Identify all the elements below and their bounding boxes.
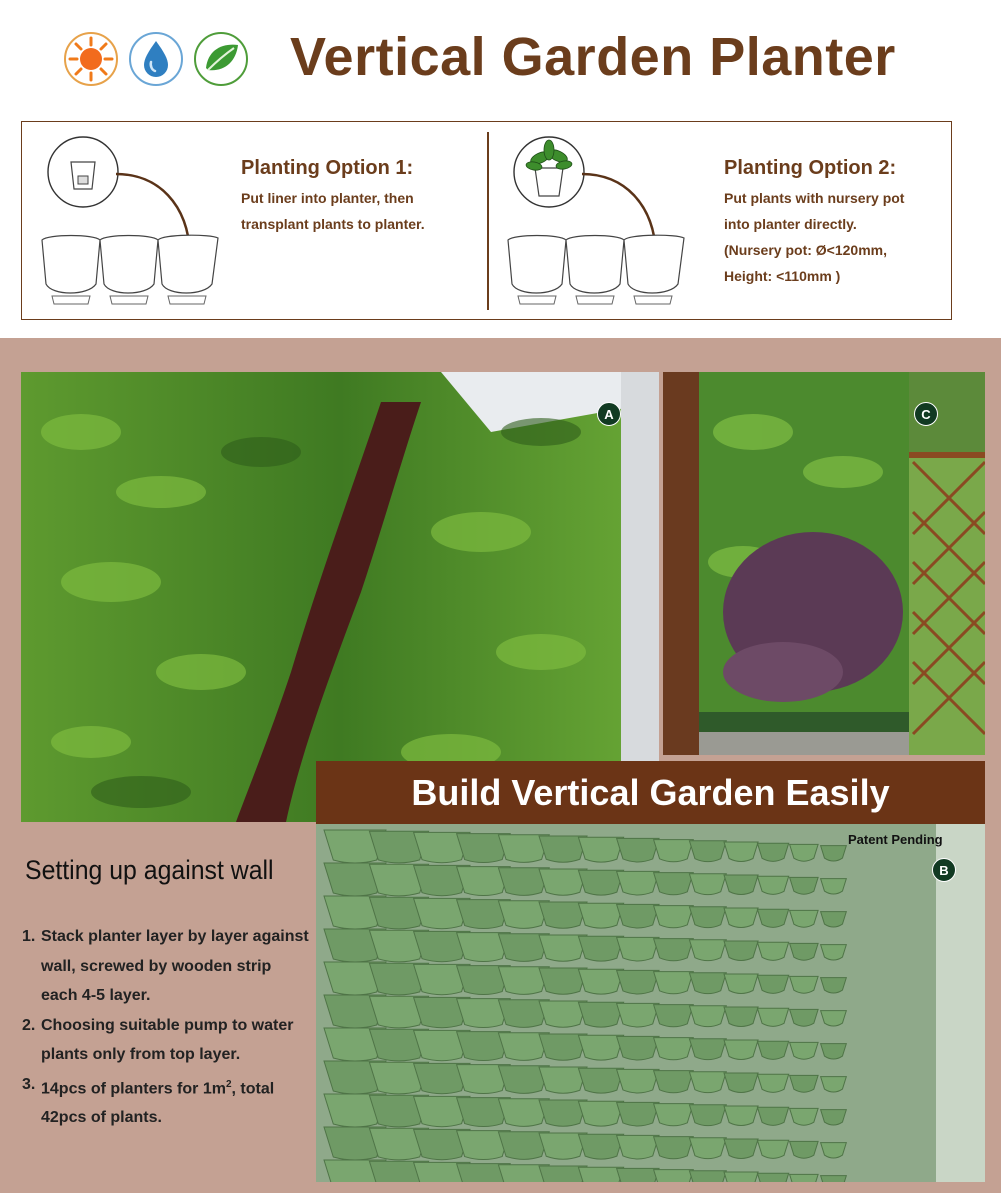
marker-a: A bbox=[597, 402, 621, 426]
option2-line1: Put plants with nursery pot bbox=[724, 190, 905, 206]
option2-line3: (Nursery pot: Ø<120mm, bbox=[724, 242, 887, 258]
option1-line1: Put liner into planter, then bbox=[241, 190, 414, 206]
setup-heading: Setting up against wall bbox=[25, 855, 274, 885]
setup-step: 3. 14pcs of planters for $1m^2$, total 42pcs of plants. bbox=[22, 1075, 275, 1127]
option2-heading: Planting Option 2: bbox=[724, 157, 897, 179]
setup-step: 1. Stack planter layer by layer against wall, screwed by wooden strip each 4-5 layer. bbox=[22, 928, 309, 1004]
setup-step: 2. Choosing suitable pump to water plants only from top layer. bbox=[22, 1016, 294, 1063]
header-section bbox=[0, 0, 1001, 338]
option2-line2: into planter directly. bbox=[724, 216, 857, 232]
planting-options-box bbox=[21, 121, 952, 320]
option1-heading: Planting Option 1: bbox=[241, 157, 414, 179]
option2-line4: Height: <110mm ) bbox=[724, 268, 841, 284]
option2-illustration bbox=[504, 134, 694, 314]
build-garden-banner: Build Vertical Garden Easily bbox=[316, 761, 985, 824]
setup-steps-list bbox=[22, 922, 312, 1133]
water-drop-icon bbox=[129, 32, 183, 86]
leaf-icon bbox=[194, 32, 248, 86]
marker-c: C bbox=[914, 402, 938, 426]
options-divider bbox=[487, 132, 489, 310]
patent-pending-label: Patent Pending bbox=[848, 832, 943, 847]
option1-line2: transplant plants to planter. bbox=[241, 216, 425, 232]
photo-a-living-wall bbox=[21, 372, 659, 822]
sun-icon bbox=[64, 32, 118, 86]
photo-c-outdoor-wall bbox=[663, 372, 985, 755]
option1-illustration bbox=[38, 134, 228, 314]
photo-b-stacked-planters bbox=[316, 824, 985, 1182]
marker-b: B bbox=[932, 858, 956, 882]
page-title: Vertical Garden Planter bbox=[290, 27, 896, 87]
